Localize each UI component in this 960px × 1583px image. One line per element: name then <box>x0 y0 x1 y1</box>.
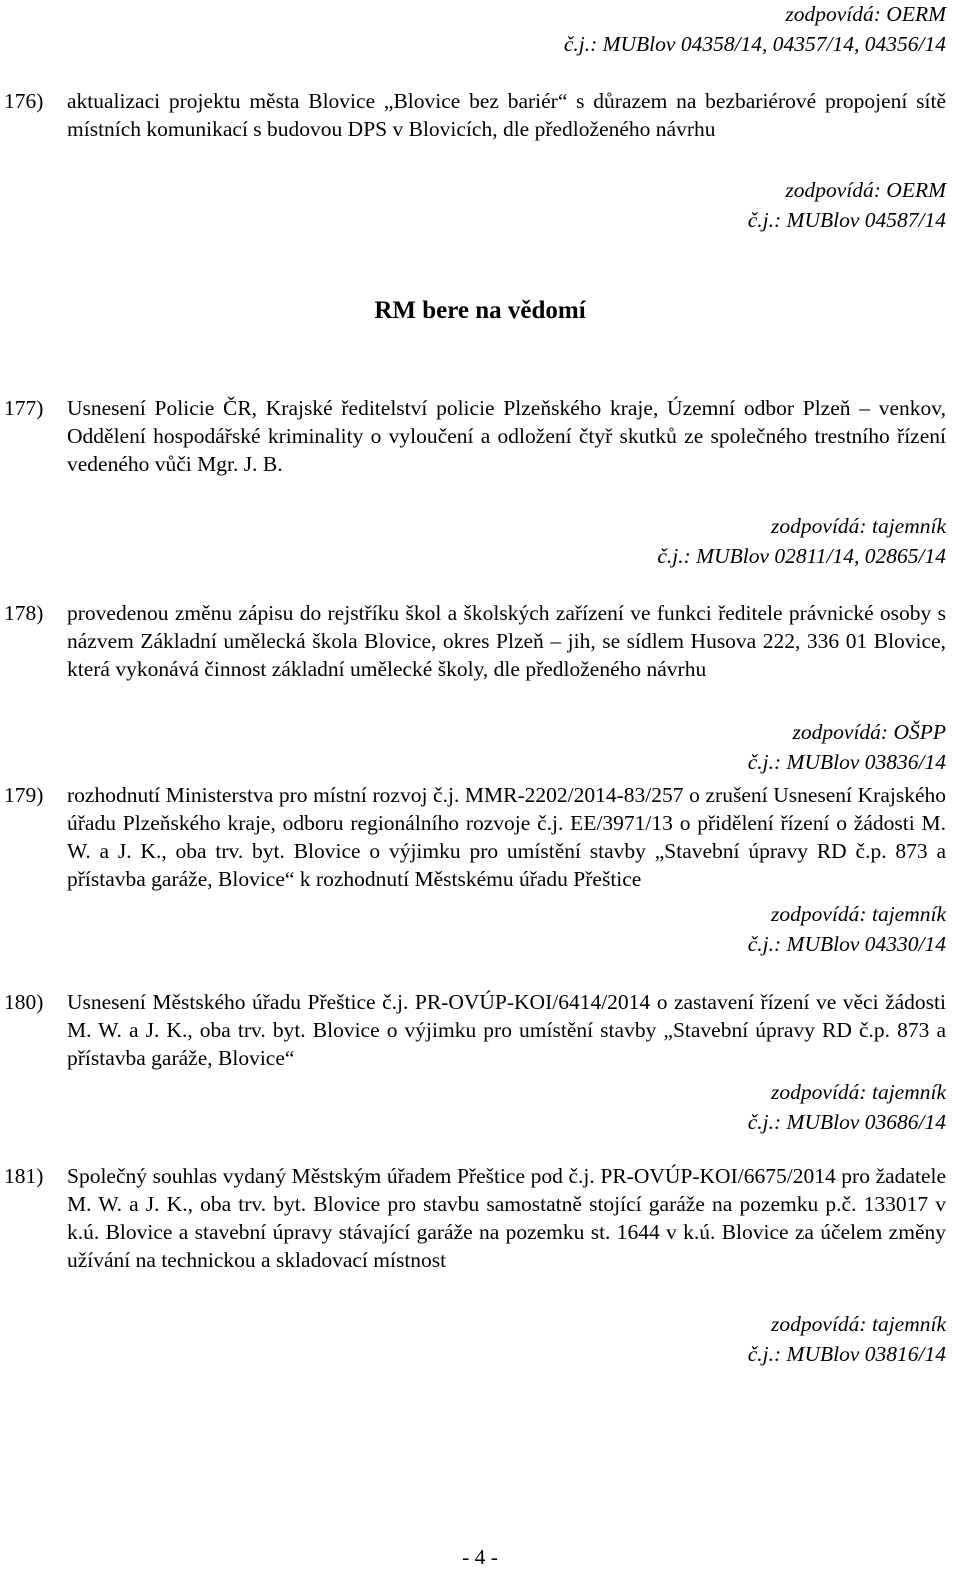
item-number: 180) <box>4 990 44 1014</box>
section-heading: RM bere na vědomí <box>374 297 586 324</box>
responsible-label: zodpovídá: OERM <box>785 2 946 26</box>
item-text: Společný souhlas vydaný Městským úřadem Přeštice pod č.j. PR-OVÚP-KOI/6675/2014 pro žadatele M. W. a J. K., oba trv. byt. Blovice pro stavbu samostatně stojící garáže na pozemku p.č. 133017 v k.ú. Blovice a stavební úpravy stávající garáže na pozemku st. 1644 v k.ú. Blovice za účelem změny užívání na technickou a skladovací místnost <box>67 1164 946 1272</box>
responsible-label: zodpovídá: tajemník <box>771 514 946 538</box>
resolution-item-176 <box>4 87 946 143</box>
page-number: - 4 - <box>462 1545 498 1569</box>
item-text: Usnesení Policie ČR, Krajské ředitelství policie Plzeňského kraje, Územní odbor Plzeň – venkov, Oddělení hospodářské kriminality o vyloučení a odložení čtyř skutků ze společného trestního řízení vedeného vůči Mgr. J. B. <box>67 396 946 476</box>
reference-number: č.j.: MUBlov 03816/14 <box>747 1342 946 1366</box>
reference-number: č.j.: MUBlov 02811/14, 02865/14 <box>657 544 946 568</box>
resolution-item-181 <box>4 1162 946 1274</box>
item-text: aktualizaci projektu města Blovice „Blovice bez bariér“ s důrazem na bezbariérové propojení sítě místních komunikací s budovou DPS v Blovicích, dle předloženého návrhu <box>67 89 946 141</box>
item-text: Usnesení Městského úřadu Přeštice č.j. PR-OVÚP-KOI/6414/2014 o zastavení řízení ve věci žádosti M. W. a J. K., oba trv. byt. Blovice o výjimku pro umístění stavby „Stavební úpravy RD č.p. 873 a přístavba garáže, Blovice“ <box>67 990 946 1070</box>
item-number: 179) <box>4 783 44 807</box>
responsible-label: zodpovídá: OŠPP <box>792 720 946 744</box>
responsible-label: zodpovídá: tajemník <box>771 1312 946 1336</box>
responsible-label: zodpovídá: OERM <box>785 178 946 202</box>
reference-number: č.j.: MUBlov 03836/14 <box>747 750 946 774</box>
item-number: 178) <box>4 601 44 625</box>
item-text: provedenou změnu zápisu do rejstříku škol a školských zařízení ve funkci ředitele právnické osoby s názvem Základní umělecká škola Blovice, okres Plzeň – jih, se sídlem Husova 222, 336 01 Blovice, která vykonává činnost základní umělecké školy, dle předloženého návrhu <box>67 601 946 681</box>
item-text: rozhodnutí Ministerstva pro místní rozvoj č.j. MMR-2202/2014-83/257 o zrušení Usnesení Krajského úřadu Plzeňského kraje, odboru regionálního rozvoje č.j. EE/3971/13 o přidělení řízení o žádosti M. W. a J. K., oba trv. byt. Blovice o výjimku pro umístění stavby „Stavební úpravy RD č.p. 873 a přístavba garáže, Blovice“ k rozhodnutí Městskému úřadu Přeštice <box>67 783 946 891</box>
reference-number: č.j.: MUBlov 04587/14 <box>747 208 946 232</box>
resolution-item-177 <box>4 394 946 478</box>
resolution-item-180 <box>4 988 946 1072</box>
resolution-item-178 <box>4 599 946 683</box>
item-number: 176) <box>4 89 44 113</box>
responsible-label: zodpovídá: tajemník <box>771 1080 946 1104</box>
reference-number: č.j.: MUBlov 03686/14 <box>747 1110 946 1134</box>
reference-number: č.j.: MUBlov 04330/14 <box>747 932 946 956</box>
reference-number: č.j.: MUBlov 04358/14, 04357/14, 04356/14 <box>563 32 946 56</box>
item-number: 181) <box>4 1164 44 1188</box>
resolution-item-179 <box>4 781 946 893</box>
item-number: 177) <box>4 396 44 420</box>
responsible-label: zodpovídá: tajemník <box>771 902 946 926</box>
